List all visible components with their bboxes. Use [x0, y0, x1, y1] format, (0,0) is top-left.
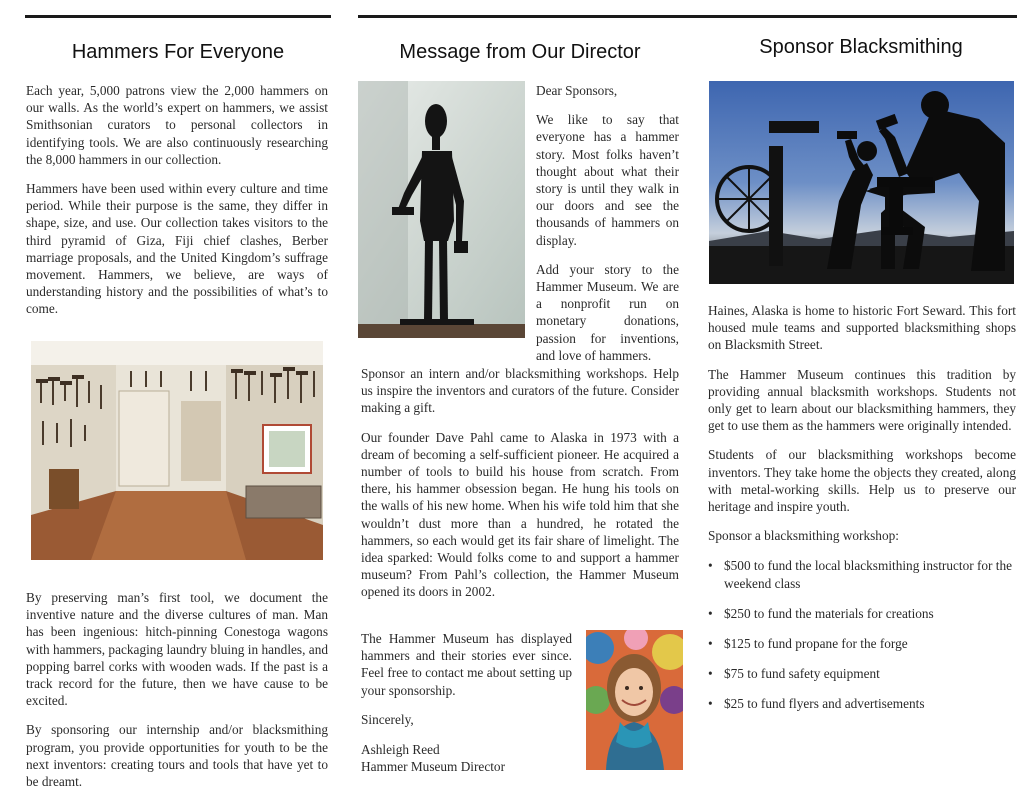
list-item: • $75 to fund safety equipment: [708, 665, 1016, 682]
left-paragraph-1: Each year, 5,000 patrons view the 2,000 hammers on our walls. As the world’s expert on hammers, we assist Smithsonian curators to personal collectors in identifying tools. We are also continuously researching the 8,000 hammers in our collection.: [26, 83, 328, 167]
middle-paragraph-4: The Hammer Museum has displayed hammers and their stories ever since. Feel free to contact me about setting up your sponsorship.: [361, 631, 572, 698]
middle-paragraph-3: Our founder Dave Pahl came to Alaska in 1973 with a dream of becoming a self-sufficient pioneer. He acquired a number of tools to build his house from scratch. From there, his hammer obsession began. He hung his tools on the walls of his new home. When his wife told him that she wouldn’t dust more than a hundred, he rotated the hammers, so each would get its fair share of limelight. The idea sparked: Would folks come to and support a hammer museum? From Pahl’s collection, the Hammer Museum opened its doors in 2002.: [361, 429, 679, 600]
middle-text-beside-photo: [536, 82, 679, 364]
left-paragraph-2: Hammers have been used within every culture and time period. While their purpose is the same, they differ in shape, size, and use. Our collection takes visitors to the third pyramid of Giza, Fiji chief clashes, Berber marriage proposals, and the United Kingdom’s suffrage movement. Hammers, we believe, are ways of understanding history and the possibilities of what’s to come.: [26, 181, 328, 317]
list-item: • $125 to fund propane for the forge: [708, 635, 1016, 652]
sponsorship-list: [708, 557, 1016, 712]
closing: Sincerely,: [361, 711, 414, 727]
right-column-text: [708, 302, 1016, 726]
middle-text-main: [361, 365, 679, 601]
left-column-title: Hammers For Everyone: [71, 41, 285, 63]
middle-paragraph-2a: Add your story to the Hammer Museum. We are a nonprofit run on monetary donations, passion for inventions, and love of hammers.: [536, 261, 679, 363]
left-column-text-top: [26, 82, 328, 318]
middle-paragraph-2b: Sponsor an intern and/or blacksmithing workshops. Help us inspire the inventors and curators of the future. Consider making a gift.: [361, 366, 679, 416]
left-column-rule: [25, 15, 331, 18]
salutation: Dear Sponsors,: [536, 83, 618, 98]
list-item: • $25 to fund flyers and advertisements: [708, 695, 1016, 712]
middle-column-title: Message from Our Director: [399, 41, 641, 63]
right-paragraph-1: Haines, Alaska is home to historic Fort Seward. This fort housed mule teams and supported blacksmithing shops on Blacksmith Street.: [708, 303, 1016, 353]
right-paragraph-2: The Hammer Museum continues this tradition by providing annual blacksmith workshops. Students not only get to learn about our blacksmithing hammers, they get to use them as the hammers were originally intended.: [708, 366, 1016, 434]
right-columns-rule: [358, 15, 1017, 18]
hammer-sculpture-photo: [358, 81, 525, 338]
middle-paragraph-1: We like to say that everyone has a hammer story. Most folks haven’t thought about what their story is until they walk in our doors and see the thousands of hammers on display.: [536, 112, 679, 248]
left-column-text-bottom: [26, 589, 328, 790]
list-item: • $500 to fund the local blacksmithing instructor for the weekend class: [708, 557, 1016, 591]
signature-name: Ashleigh Reed: [361, 742, 440, 758]
right-column-title: Sponsor Blacksmithing: [759, 36, 963, 58]
museum-interior-photo: [31, 341, 323, 560]
list-item: • $250 to fund the materials for creations: [708, 605, 1016, 622]
left-paragraph-3: By preserving man’s first tool, we document the inventive nature and the diverse cultures of man. Man has been ingenious: hitch-pinning Conestoga wagons with hammers, packaging laundry bluing in handles, and popping barrel corks with wooden wads. If the past is a track record for the future, then we have cause to be excited.: [26, 590, 328, 709]
right-paragraph-3: Students of our blacksmithing workshops become inventors. They take home the objects they created, along with metal-working skills. Help us to preserve our heritage and inspire youth.: [708, 447, 1016, 515]
left-paragraph-4: By sponsoring our internship and/or blacksmithing program, you provide opportunities for youth to be the next inventors: creating tours and tools that have yet to be dreamt.: [26, 722, 328, 790]
signature-title: Hammer Museum Director: [361, 759, 506, 775]
director-portrait-photo: [586, 630, 683, 770]
blacksmithing-silhouette-photo: [709, 81, 1014, 284]
right-paragraph-4: Sponsor a blacksmithing workshop:: [708, 528, 899, 544]
middle-text-closing: [361, 630, 572, 775]
